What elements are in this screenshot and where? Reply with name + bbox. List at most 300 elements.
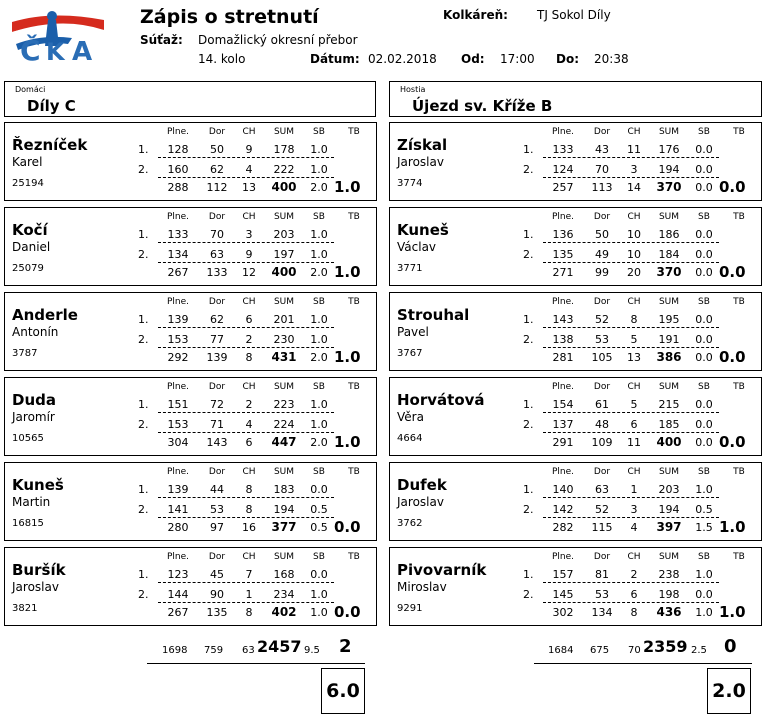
player-first-name: Antonín <box>12 325 59 339</box>
col-header-tb: TB <box>348 212 360 222</box>
col-header-tb: TB <box>348 297 360 307</box>
col-header-tb: TB <box>733 467 745 477</box>
player-last-name: Kočí <box>12 221 48 239</box>
row-number: 2. <box>523 163 534 176</box>
score-cell-dor: 97 <box>210 521 224 534</box>
player-id: 25194 <box>12 178 44 189</box>
col-header-ch: CH <box>627 467 641 477</box>
score-cell-ch: 8 <box>245 351 253 364</box>
row-divider <box>543 262 719 263</box>
row-number: 1. <box>523 143 534 156</box>
col-header-ch: CH <box>242 382 256 392</box>
score-cell-dor: 143 <box>206 436 228 449</box>
score-cell-plne: 139 <box>167 483 189 496</box>
row-number: 1. <box>523 313 534 326</box>
score-cell-plne: 157 <box>552 568 574 581</box>
score-cell-sum: 184 <box>658 248 680 261</box>
logo <box>12 6 104 62</box>
score-cell-sum: 215 <box>658 398 680 411</box>
player-first-name: Pavel <box>397 325 429 339</box>
col-header-plne: Plne. <box>166 467 190 477</box>
col-header-ch: CH <box>242 552 256 562</box>
col-header-sb: SB <box>698 382 710 392</box>
score-cell-sb: 2.0 <box>310 351 328 364</box>
score-cell-dor: 52 <box>595 503 609 516</box>
col-header-dor: Dor <box>593 552 611 562</box>
score-cell-dor: 61 <box>595 398 609 411</box>
col-header-ch: CH <box>242 467 256 477</box>
player-first-name: Daniel <box>12 240 51 254</box>
col-header-dor: Dor <box>208 552 226 562</box>
player-first-name: Jaromír <box>12 410 55 424</box>
score-cell-plne: 141 <box>167 503 189 516</box>
row-divider <box>543 242 719 243</box>
score-cell-plne: 302 <box>552 606 574 619</box>
away-total-sb: 2.5 <box>691 645 707 656</box>
score-cell-dor: 113 <box>591 181 613 194</box>
row-number: 1. <box>523 483 534 496</box>
score-cell-ch: 4 <box>630 521 638 534</box>
col-header-ch: CH <box>627 127 641 137</box>
away-total-tb: 0 <box>724 636 737 657</box>
row-number: 2. <box>138 588 149 601</box>
row-divider <box>543 517 719 518</box>
col-header-dor: Dor <box>593 467 611 477</box>
col-header-sb: SB <box>698 297 710 307</box>
lanes-label: Kolkáreň: <box>443 8 508 22</box>
col-header-plne: Plne. <box>551 552 575 562</box>
row-divider <box>158 157 334 158</box>
player-tb: 0.0 <box>334 603 361 621</box>
score-cell-sum: 183 <box>273 483 295 496</box>
score-cell-ch: 14 <box>627 181 641 194</box>
col-header-plne: Plne. <box>166 297 190 307</box>
score-cell-sb: 0.0 <box>695 143 713 156</box>
away-player-box <box>389 292 762 371</box>
home-total-dor: 759 <box>204 645 224 656</box>
player-last-name: Řezníček <box>12 136 88 154</box>
lanes-value: TJ Sokol Díly <box>537 8 611 22</box>
home-player-box <box>4 122 377 201</box>
score-cell-sum: 402 <box>271 605 297 619</box>
score-cell-sum: 176 <box>658 143 680 156</box>
score-cell-plne: 143 <box>552 313 574 326</box>
score-cell-dor: 53 <box>595 588 609 601</box>
col-header-plne: Plne. <box>551 467 575 477</box>
score-cell-sum: 201 <box>273 313 295 326</box>
col-header-tb: TB <box>733 212 745 222</box>
col-header-plne: Plne. <box>166 212 190 222</box>
score-cell-sum: 197 <box>273 248 295 261</box>
col-header-dor: Dor <box>593 127 611 137</box>
score-cell-ch: 2 <box>245 398 253 411</box>
score-cell-dor: 44 <box>210 483 224 496</box>
score-cell-sb: 0.0 <box>695 588 713 601</box>
home-total-sb: 9.5 <box>304 645 320 656</box>
player-id: 3762 <box>397 518 423 529</box>
score-cell-plne: 134 <box>167 248 189 261</box>
score-cell-dor: 134 <box>591 606 613 619</box>
home-total-ch: 63 <box>242 645 255 656</box>
player-first-name: Karel <box>12 155 43 169</box>
player-first-name: Věra <box>397 410 424 424</box>
col-header-tb: TB <box>733 382 745 392</box>
score-cell-sum: 436 <box>656 605 682 619</box>
player-last-name: Strouhal <box>397 306 470 324</box>
row-divider <box>158 412 334 413</box>
row-number: 1. <box>138 143 149 156</box>
col-header-dor: Dor <box>208 212 226 222</box>
competition-value: Domažlický okresní přebor <box>198 33 358 47</box>
player-id: 3787 <box>12 348 38 359</box>
score-cell-dor: 53 <box>595 333 609 346</box>
col-header-tb: TB <box>733 297 745 307</box>
col-header-ch: CH <box>627 382 641 392</box>
score-cell-sb: 1.0 <box>310 163 328 176</box>
away-player-box <box>389 547 762 626</box>
score-cell-plne: 271 <box>552 266 574 279</box>
svg-text:Č: Č <box>20 34 41 62</box>
row-number: 2. <box>138 503 149 516</box>
col-header-dor: Dor <box>208 467 226 477</box>
home-player-box <box>4 377 377 456</box>
score-cell-ch: 7 <box>245 568 253 581</box>
score-cell-sb: 0.0 <box>695 228 713 241</box>
player-first-name: Václav <box>397 240 437 254</box>
score-cell-plne: 153 <box>167 333 189 346</box>
score-cell-sb: 2.0 <box>310 436 328 449</box>
player-id: 3774 <box>397 178 423 189</box>
player-tb: 1.0 <box>334 178 361 196</box>
col-header-ch: CH <box>242 212 256 222</box>
score-cell-ch: 11 <box>627 436 641 449</box>
score-cell-ch: 12 <box>242 266 256 279</box>
score-cell-sb: 1.0 <box>310 398 328 411</box>
score-cell-ch: 20 <box>627 266 641 279</box>
score-cell-ch: 11 <box>627 143 641 156</box>
col-header-plne: Plne. <box>551 127 575 137</box>
score-cell-dor: 62 <box>210 313 224 326</box>
player-tb: 0.0 <box>719 263 746 281</box>
col-header-sb: SB <box>698 552 710 562</box>
score-cell-ch: 6 <box>245 436 253 449</box>
player-tb: 1.0 <box>334 433 361 451</box>
row-divider <box>543 347 719 348</box>
player-id: 16815 <box>12 518 44 529</box>
col-header-plne: Plne. <box>166 127 190 137</box>
col-header-sb: SB <box>313 382 325 392</box>
score-cell-plne: 281 <box>552 351 574 364</box>
svg-text:K: K <box>46 38 65 62</box>
score-cell-sum: 203 <box>658 483 680 496</box>
away-player-box <box>389 377 762 456</box>
home-total-tb: 2 <box>339 636 352 657</box>
score-cell-sb: 1.0 <box>310 228 328 241</box>
home-team-name: Díly C <box>27 97 76 115</box>
col-header-tb: TB <box>733 552 745 562</box>
score-cell-ch: 3 <box>630 503 638 516</box>
player-tb: 1.0 <box>334 263 361 281</box>
score-cell-sb: 0.5 <box>695 503 713 516</box>
col-header-sum: SUM <box>273 467 295 477</box>
home-label: Domáci <box>15 85 46 94</box>
player-last-name: Anderle <box>12 306 78 324</box>
score-cell-ch: 8 <box>245 606 253 619</box>
row-number: 1. <box>138 228 149 241</box>
score-cell-plne: 138 <box>552 333 574 346</box>
score-cell-sb: 0.0 <box>695 351 713 364</box>
score-cell-dor: 135 <box>206 606 228 619</box>
col-header-dor: Dor <box>208 297 226 307</box>
score-cell-sb: 1.0 <box>695 606 713 619</box>
home-player-box <box>4 207 377 286</box>
score-cell-ch: 9 <box>245 143 253 156</box>
from-value: 17:00 <box>500 52 535 66</box>
score-cell-plne: 151 <box>167 398 189 411</box>
row-number: 1. <box>138 483 149 496</box>
score-cell-sb: 0.0 <box>695 398 713 411</box>
score-cell-ch: 6 <box>245 313 253 326</box>
col-header-ch: CH <box>242 127 256 137</box>
score-cell-dor: 105 <box>591 351 613 364</box>
home-total-sum: 2457 <box>257 637 302 656</box>
score-cell-plne: 267 <box>167 606 189 619</box>
player-tb: 1.0 <box>719 603 746 621</box>
score-cell-sb: 0.0 <box>695 333 713 346</box>
player-last-name: Kuneš <box>397 221 449 239</box>
player-id: 4664 <box>397 433 423 444</box>
row-number: 2. <box>523 418 534 431</box>
score-cell-plne: 124 <box>552 163 574 176</box>
player-id: 3767 <box>397 348 423 359</box>
home-player-box <box>4 547 377 626</box>
col-header-sb: SB <box>313 212 325 222</box>
score-cell-sum: 224 <box>273 418 295 431</box>
score-cell-dor: 53 <box>210 503 224 516</box>
score-cell-sb: 0.0 <box>695 248 713 261</box>
score-cell-sum: 185 <box>658 418 680 431</box>
row-divider <box>158 177 334 178</box>
score-cell-ch: 6 <box>630 418 638 431</box>
score-cell-sb: 0.5 <box>310 521 328 534</box>
score-cell-sum: 431 <box>271 350 297 364</box>
player-tb: 0.0 <box>334 518 361 536</box>
score-cell-plne: 257 <box>552 181 574 194</box>
row-number: 1. <box>523 568 534 581</box>
score-cell-sb: 0.0 <box>695 163 713 176</box>
score-cell-sum: 400 <box>271 180 297 194</box>
player-id: 3821 <box>12 603 38 614</box>
col-header-sb: SB <box>313 127 325 137</box>
score-cell-sum: 370 <box>656 265 682 279</box>
score-cell-sb: 1.0 <box>695 483 713 496</box>
away-score: 2.0 <box>707 668 751 714</box>
score-cell-ch: 4 <box>245 163 253 176</box>
score-cell-plne: 139 <box>167 313 189 326</box>
home-total-line <box>147 663 365 664</box>
score-cell-ch: 1 <box>630 483 638 496</box>
score-cell-plne: 288 <box>167 181 189 194</box>
score-cell-sum: 370 <box>656 180 682 194</box>
score-cell-ch: 8 <box>245 503 253 516</box>
col-header-sum: SUM <box>658 552 680 562</box>
col-header-sum: SUM <box>658 127 680 137</box>
score-cell-sum: 191 <box>658 333 680 346</box>
score-cell-ch: 5 <box>630 398 638 411</box>
row-divider <box>543 432 719 433</box>
away-team-box <box>389 81 762 117</box>
row-number: 1. <box>138 313 149 326</box>
col-header-ch: CH <box>242 297 256 307</box>
score-cell-sb: 0.0 <box>310 568 328 581</box>
score-cell-dor: 81 <box>595 568 609 581</box>
score-cell-ch: 8 <box>245 483 253 496</box>
player-last-name: Duda <box>12 391 56 409</box>
col-header-sum: SUM <box>273 127 295 137</box>
row-number: 2. <box>523 503 534 516</box>
player-id: 3771 <box>397 263 423 274</box>
col-header-dor: Dor <box>593 212 611 222</box>
row-number: 2. <box>523 333 534 346</box>
score-cell-ch: 10 <box>627 228 641 241</box>
score-cell-sum: 195 <box>658 313 680 326</box>
score-cell-plne: 291 <box>552 436 574 449</box>
score-cell-sum: 168 <box>273 568 295 581</box>
score-cell-dor: 77 <box>210 333 224 346</box>
score-cell-plne: 140 <box>552 483 574 496</box>
col-header-sum: SUM <box>273 382 295 392</box>
col-header-ch: CH <box>627 212 641 222</box>
col-header-dor: Dor <box>593 382 611 392</box>
date-value: 02.02.2018 <box>368 52 437 66</box>
player-tb: 0.0 <box>719 348 746 366</box>
row-number: 1. <box>523 398 534 411</box>
score-cell-dor: 99 <box>595 266 609 279</box>
col-header-sum: SUM <box>273 552 295 562</box>
score-cell-sb: 1.0 <box>310 313 328 326</box>
score-cell-dor: 70 <box>210 228 224 241</box>
score-cell-ch: 13 <box>627 351 641 364</box>
away-total-plne: 1684 <box>548 645 574 656</box>
score-cell-sb: 2.0 <box>310 181 328 194</box>
score-cell-sb: 1.0 <box>310 606 328 619</box>
score-cell-plne: 282 <box>552 521 574 534</box>
score-cell-sum: 222 <box>273 163 295 176</box>
score-cell-ch: 8 <box>630 606 638 619</box>
col-header-plne: Plne. <box>551 382 575 392</box>
row-divider <box>158 347 334 348</box>
score-cell-dor: 109 <box>591 436 613 449</box>
player-first-name: Jaroslav <box>12 580 59 594</box>
score-cell-plne: 123 <box>167 568 189 581</box>
competition-label: Súťaž: <box>140 33 183 47</box>
score-cell-dor: 63 <box>210 248 224 261</box>
score-cell-sum: 234 <box>273 588 295 601</box>
score-cell-ch: 13 <box>242 181 256 194</box>
score-cell-plne: 145 <box>552 588 574 601</box>
score-cell-sb: 1.0 <box>310 418 328 431</box>
score-cell-dor: 62 <box>210 163 224 176</box>
row-divider <box>158 582 334 583</box>
score-cell-sum: 400 <box>656 435 682 449</box>
score-cell-sb: 1.0 <box>310 333 328 346</box>
score-cell-sb: 1.0 <box>695 568 713 581</box>
score-cell-plne: 267 <box>167 266 189 279</box>
score-cell-dor: 139 <box>206 351 228 364</box>
score-cell-dor: 115 <box>591 521 613 534</box>
row-divider <box>543 177 719 178</box>
round-value: 14. kolo <box>198 52 246 66</box>
row-divider <box>158 497 334 498</box>
col-header-plne: Plne. <box>551 212 575 222</box>
away-player-box <box>389 207 762 286</box>
col-header-sum: SUM <box>273 212 295 222</box>
player-tb: 1.0 <box>334 348 361 366</box>
score-cell-dor: 72 <box>210 398 224 411</box>
score-cell-sum: 198 <box>658 588 680 601</box>
row-number: 1. <box>523 228 534 241</box>
player-last-name: Získal <box>397 136 448 154</box>
score-cell-sum: 400 <box>271 265 297 279</box>
score-cell-sb: 1.5 <box>695 521 713 534</box>
row-number: 2. <box>523 588 534 601</box>
col-header-sb: SB <box>313 467 325 477</box>
row-number: 2. <box>138 163 149 176</box>
away-total-sum: 2359 <box>643 637 688 656</box>
score-cell-sb: 0.0 <box>695 418 713 431</box>
player-tb: 0.0 <box>719 433 746 451</box>
col-header-sum: SUM <box>658 297 680 307</box>
score-cell-dor: 63 <box>595 483 609 496</box>
away-total-line <box>534 663 752 664</box>
score-cell-plne: 153 <box>167 418 189 431</box>
score-cell-ch: 16 <box>242 521 256 534</box>
col-header-sum: SUM <box>658 382 680 392</box>
score-cell-sum: 194 <box>273 503 295 516</box>
score-cell-plne: 136 <box>552 228 574 241</box>
col-header-sb: SB <box>313 552 325 562</box>
row-divider <box>543 582 719 583</box>
score-cell-plne: 160 <box>167 163 189 176</box>
score-cell-dor: 112 <box>206 181 228 194</box>
score-cell-dor: 45 <box>210 568 224 581</box>
col-header-sb: SB <box>698 212 710 222</box>
away-total-ch: 70 <box>628 645 641 656</box>
player-first-name: Jaroslav <box>397 495 444 509</box>
score-cell-plne: 144 <box>167 588 189 601</box>
score-cell-dor: 49 <box>595 248 609 261</box>
score-cell-dor: 71 <box>210 418 224 431</box>
score-cell-sum: 203 <box>273 228 295 241</box>
player-first-name: Martin <box>12 495 51 509</box>
col-header-sum: SUM <box>658 467 680 477</box>
away-team-name: Újezd sv. Kříže B <box>412 97 553 115</box>
row-number: 2. <box>138 248 149 261</box>
score-cell-sum: 238 <box>658 568 680 581</box>
score-cell-dor: 50 <box>210 143 224 156</box>
score-cell-plne: 142 <box>552 503 574 516</box>
from-label: Od: <box>461 52 485 66</box>
score-cell-dor: 43 <box>595 143 609 156</box>
col-header-plne: Plne. <box>166 552 190 562</box>
col-header-tb: TB <box>348 127 360 137</box>
col-header-tb: TB <box>733 127 745 137</box>
row-divider <box>158 262 334 263</box>
player-id: 25079 <box>12 263 44 274</box>
row-divider <box>158 327 334 328</box>
score-cell-ch: 2 <box>245 333 253 346</box>
score-cell-ch: 5 <box>630 333 638 346</box>
